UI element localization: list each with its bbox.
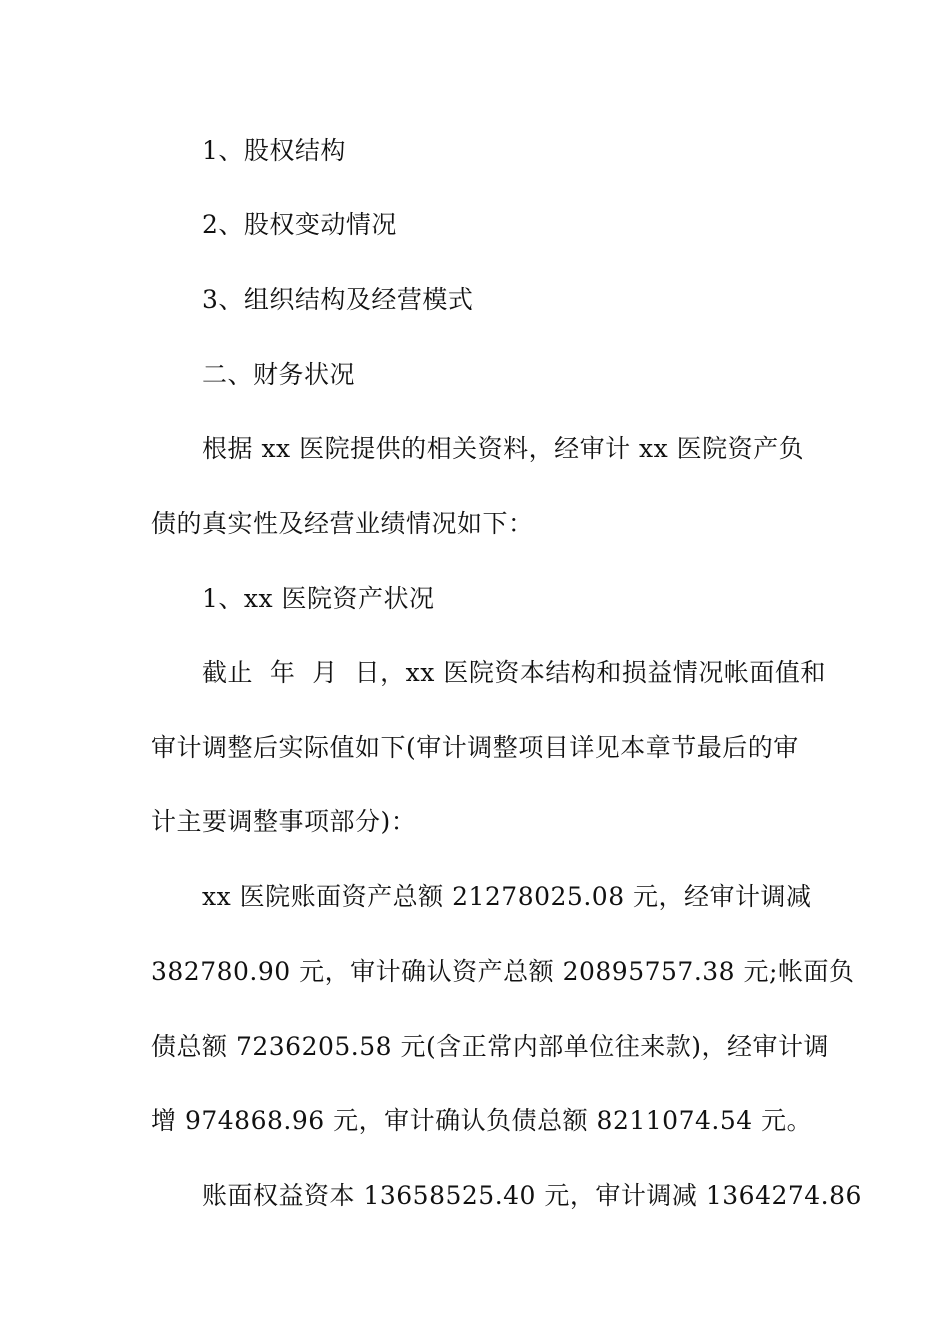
paragraph-line: 截止 年 月 日，xx 医院资本结构和损益情况帐面值和 <box>202 658 826 687</box>
paragraph-line: 382780.90 元，审计确认资产总额 20895757.38 元;帐面负 <box>151 957 855 986</box>
heading-equity-changes: 2、股权变动情况 <box>202 210 397 239</box>
paragraph-line: 债总额 7236205.58 元(含正常内部单位往来款)，经审计调 <box>151 1032 830 1061</box>
paragraph-line: 增 974868.96 元，审计确认负债总额 8211074.54 元。 <box>151 1106 813 1135</box>
paragraph-line: 账面权益资本 13658525.40 元，审计调减 1364274.86 <box>202 1181 862 1210</box>
heading-equity-structure: 1、股权结构 <box>202 136 346 165</box>
heading-asset-status: 1、xx 医院资产状况 <box>202 584 435 613</box>
paragraph-line: 计主要调整事项部分)： <box>151 807 417 836</box>
paragraph-line: xx 医院账面资产总额 21278025.08 元，经审计调减 <box>202 882 812 911</box>
heading-financial-status: 二、财务状况 <box>202 360 356 389</box>
heading-org-structure: 3、组织结构及经营模式 <box>202 285 474 314</box>
paragraph-line: 债的真实性及经营业绩情况如下： <box>151 509 534 538</box>
paragraph-line: 审计调整后实际值如下(审计调整项目详见本章节最后的审 <box>151 733 799 762</box>
paragraph-line: 根据 xx 医院提供的相关资料，经审计 xx 医院资产负 <box>202 434 805 463</box>
